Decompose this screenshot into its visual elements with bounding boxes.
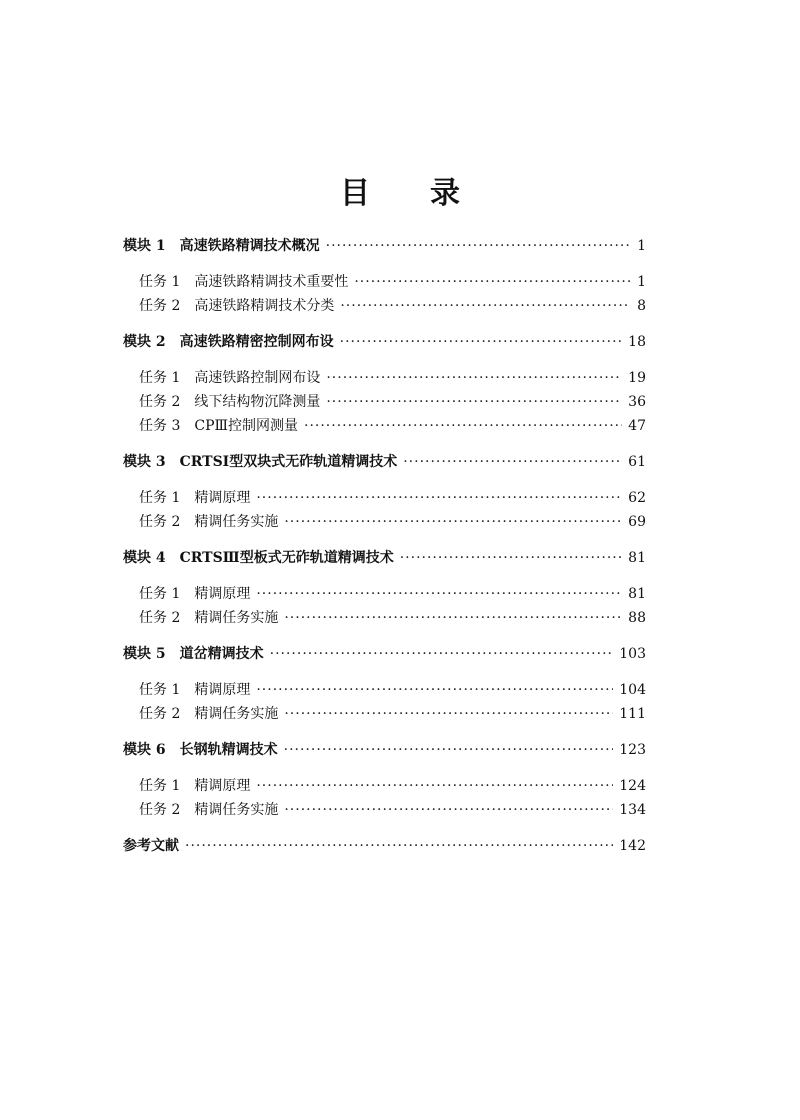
toc-page-number: 142 <box>619 838 646 854</box>
toc-entry-title: CRTSⅠ型双块式无砟轨道精调技术 <box>179 454 398 470</box>
toc-task-entry[interactable] <box>123 678 646 702</box>
toc-entry-title: CRTSⅢ型板式无砟轨道精调技术 <box>179 550 394 566</box>
toc-page-number: 123 <box>619 742 646 758</box>
toc-page-number: 19 <box>628 370 646 386</box>
dot-leader <box>185 834 613 858</box>
toc-entry-number: 任务 2 <box>139 610 181 626</box>
toc-page-number: 61 <box>628 454 646 470</box>
toc-page-number: 1 <box>637 238 646 254</box>
toc-page-number: 8 <box>637 298 646 314</box>
page-title <box>0 168 800 212</box>
toc-entry-label <box>139 366 320 390</box>
toc-page-number: 104 <box>619 682 646 698</box>
toc-entry-label <box>123 546 394 570</box>
toc-page-number: 88 <box>628 610 646 626</box>
toc-page-number: 81 <box>628 586 646 602</box>
toc-entry-title: 精调原理 <box>194 586 251 602</box>
dot-leader <box>256 486 622 510</box>
toc-module-entry[interactable] <box>123 234 646 258</box>
toc-page-number: 69 <box>628 514 646 530</box>
toc-entry-label <box>139 582 250 606</box>
toc-task-entry[interactable] <box>123 798 646 822</box>
toc-entry-number: 任务 1 <box>139 490 181 506</box>
toc-entry-title: 线下结构物沉降测量 <box>194 394 321 410</box>
dot-leader <box>340 294 630 318</box>
toc-entry-title: 精调原理 <box>194 490 251 506</box>
toc-entry-number: 任务 1 <box>139 274 181 290</box>
toc-entry-number: 任务 1 <box>139 778 181 794</box>
dot-leader <box>354 270 630 294</box>
toc-entry-title: 高速铁路精调技术重要性 <box>194 274 349 290</box>
title-char-2: 录 <box>430 176 460 211</box>
toc-module-entry[interactable] <box>123 738 646 762</box>
toc-page-number: 36 <box>628 394 646 410</box>
toc-entry-number: 模块 4 <box>123 550 166 566</box>
dot-leader <box>400 546 622 570</box>
toc-entry-number: 任务 1 <box>139 586 181 602</box>
toc-page-number: 81 <box>628 550 646 566</box>
toc-entry-label <box>123 738 278 762</box>
table-of-contents <box>123 234 646 858</box>
toc-page-number: 47 <box>628 418 646 434</box>
toc-task-entry[interactable] <box>123 702 646 726</box>
dot-leader <box>284 702 613 726</box>
toc-task-entry[interactable] <box>123 366 646 390</box>
toc-entry-label <box>139 486 250 510</box>
toc-page-number: 103 <box>619 646 646 662</box>
toc-entry-title: 精调原理 <box>194 778 251 794</box>
toc-entry-number: 模块 6 <box>123 742 166 758</box>
toc-entry-title: CPⅢ控制网测量 <box>194 418 298 434</box>
dot-leader <box>304 414 622 438</box>
toc-entry-title: 道岔精调技术 <box>179 646 264 662</box>
toc-entry-label <box>123 642 264 666</box>
dot-leader <box>403 450 622 474</box>
toc-entry-label <box>139 798 278 822</box>
toc-entry-label <box>139 390 320 414</box>
toc-entry-label <box>123 834 179 858</box>
toc-entry-title: 高速铁路控制网布设 <box>194 370 321 386</box>
toc-module-entry[interactable] <box>123 642 646 666</box>
toc-module-entry[interactable] <box>123 546 646 570</box>
dot-leader <box>284 738 614 762</box>
toc-page-number: 1 <box>637 274 646 290</box>
dot-leader <box>326 390 622 414</box>
toc-entry-title: 高速铁路精调技术概况 <box>179 238 320 254</box>
toc-entry-title: 精调任务实施 <box>194 610 279 626</box>
toc-page-number: 124 <box>619 778 646 794</box>
toc-task-entry[interactable] <box>123 606 646 630</box>
dot-leader <box>256 678 613 702</box>
toc-task-entry[interactable] <box>123 390 646 414</box>
toc-module-entry[interactable] <box>123 450 646 474</box>
toc-entry-number: 模块 5 <box>123 646 166 662</box>
toc-page-number: 134 <box>619 802 646 818</box>
toc-module-entry[interactable] <box>123 330 646 354</box>
toc-task-entry[interactable] <box>123 294 646 318</box>
toc-entry-title: 长钢轨精调技术 <box>179 742 278 758</box>
toc-entry-title: 高速铁路精调技术分类 <box>194 298 335 314</box>
toc-entry-label <box>123 234 320 258</box>
toc-entry-title: 参考文献 <box>123 838 179 854</box>
toc-entry-number: 模块 2 <box>123 334 166 350</box>
toc-entry-number: 任务 1 <box>139 370 181 386</box>
toc-entry-number: 任务 3 <box>139 418 181 434</box>
toc-entry-number: 任务 2 <box>139 394 181 410</box>
toc-entry-label <box>139 702 278 726</box>
dot-leader <box>284 510 622 534</box>
toc-task-entry[interactable] <box>123 486 646 510</box>
toc-task-entry[interactable] <box>123 774 646 798</box>
title-char-1: 目 <box>340 176 370 211</box>
toc-entry-number: 模块 3 <box>123 454 166 470</box>
toc-page-number: 18 <box>628 334 646 350</box>
toc-entry-number: 任务 2 <box>139 514 181 530</box>
dot-leader <box>256 774 613 798</box>
toc-page-number: 111 <box>619 706 646 722</box>
toc-entry-label <box>123 330 334 354</box>
toc-page-number: 62 <box>628 490 646 506</box>
toc-entry-title: 精调任务实施 <box>194 514 279 530</box>
toc-entry-label <box>139 510 278 534</box>
toc-entry-label <box>139 294 334 318</box>
toc-module-entry[interactable] <box>123 834 646 858</box>
toc-entry-title: 高速铁路精密控制网布设 <box>179 334 334 350</box>
toc-entry-label <box>139 606 278 630</box>
toc-entry-title: 精调任务实施 <box>194 802 279 818</box>
toc-task-entry[interactable] <box>123 510 646 534</box>
toc-task-entry[interactable] <box>123 582 646 606</box>
dot-leader <box>270 642 614 666</box>
toc-entry-label <box>139 774 250 798</box>
toc-entry-number: 任务 2 <box>139 802 181 818</box>
toc-entry-title: 精调原理 <box>194 682 251 698</box>
dot-leader <box>284 606 622 630</box>
dot-leader <box>256 582 622 606</box>
toc-entry-number: 任务 1 <box>139 682 181 698</box>
toc-entry-label <box>139 678 250 702</box>
toc-entry-number: 任务 2 <box>139 298 181 314</box>
toc-task-entry[interactable] <box>123 414 646 438</box>
dot-leader <box>326 234 630 258</box>
toc-entry-number: 模块 1 <box>123 238 166 254</box>
dot-leader <box>326 366 622 390</box>
toc-entry-label <box>139 414 298 438</box>
toc-task-entry[interactable] <box>123 270 646 294</box>
dot-leader <box>284 798 613 822</box>
toc-entry-title: 精调任务实施 <box>194 706 279 722</box>
dot-leader <box>340 330 623 354</box>
toc-entry-number: 任务 2 <box>139 706 181 722</box>
toc-entry-label <box>139 270 348 294</box>
toc-entry-label <box>123 450 397 474</box>
